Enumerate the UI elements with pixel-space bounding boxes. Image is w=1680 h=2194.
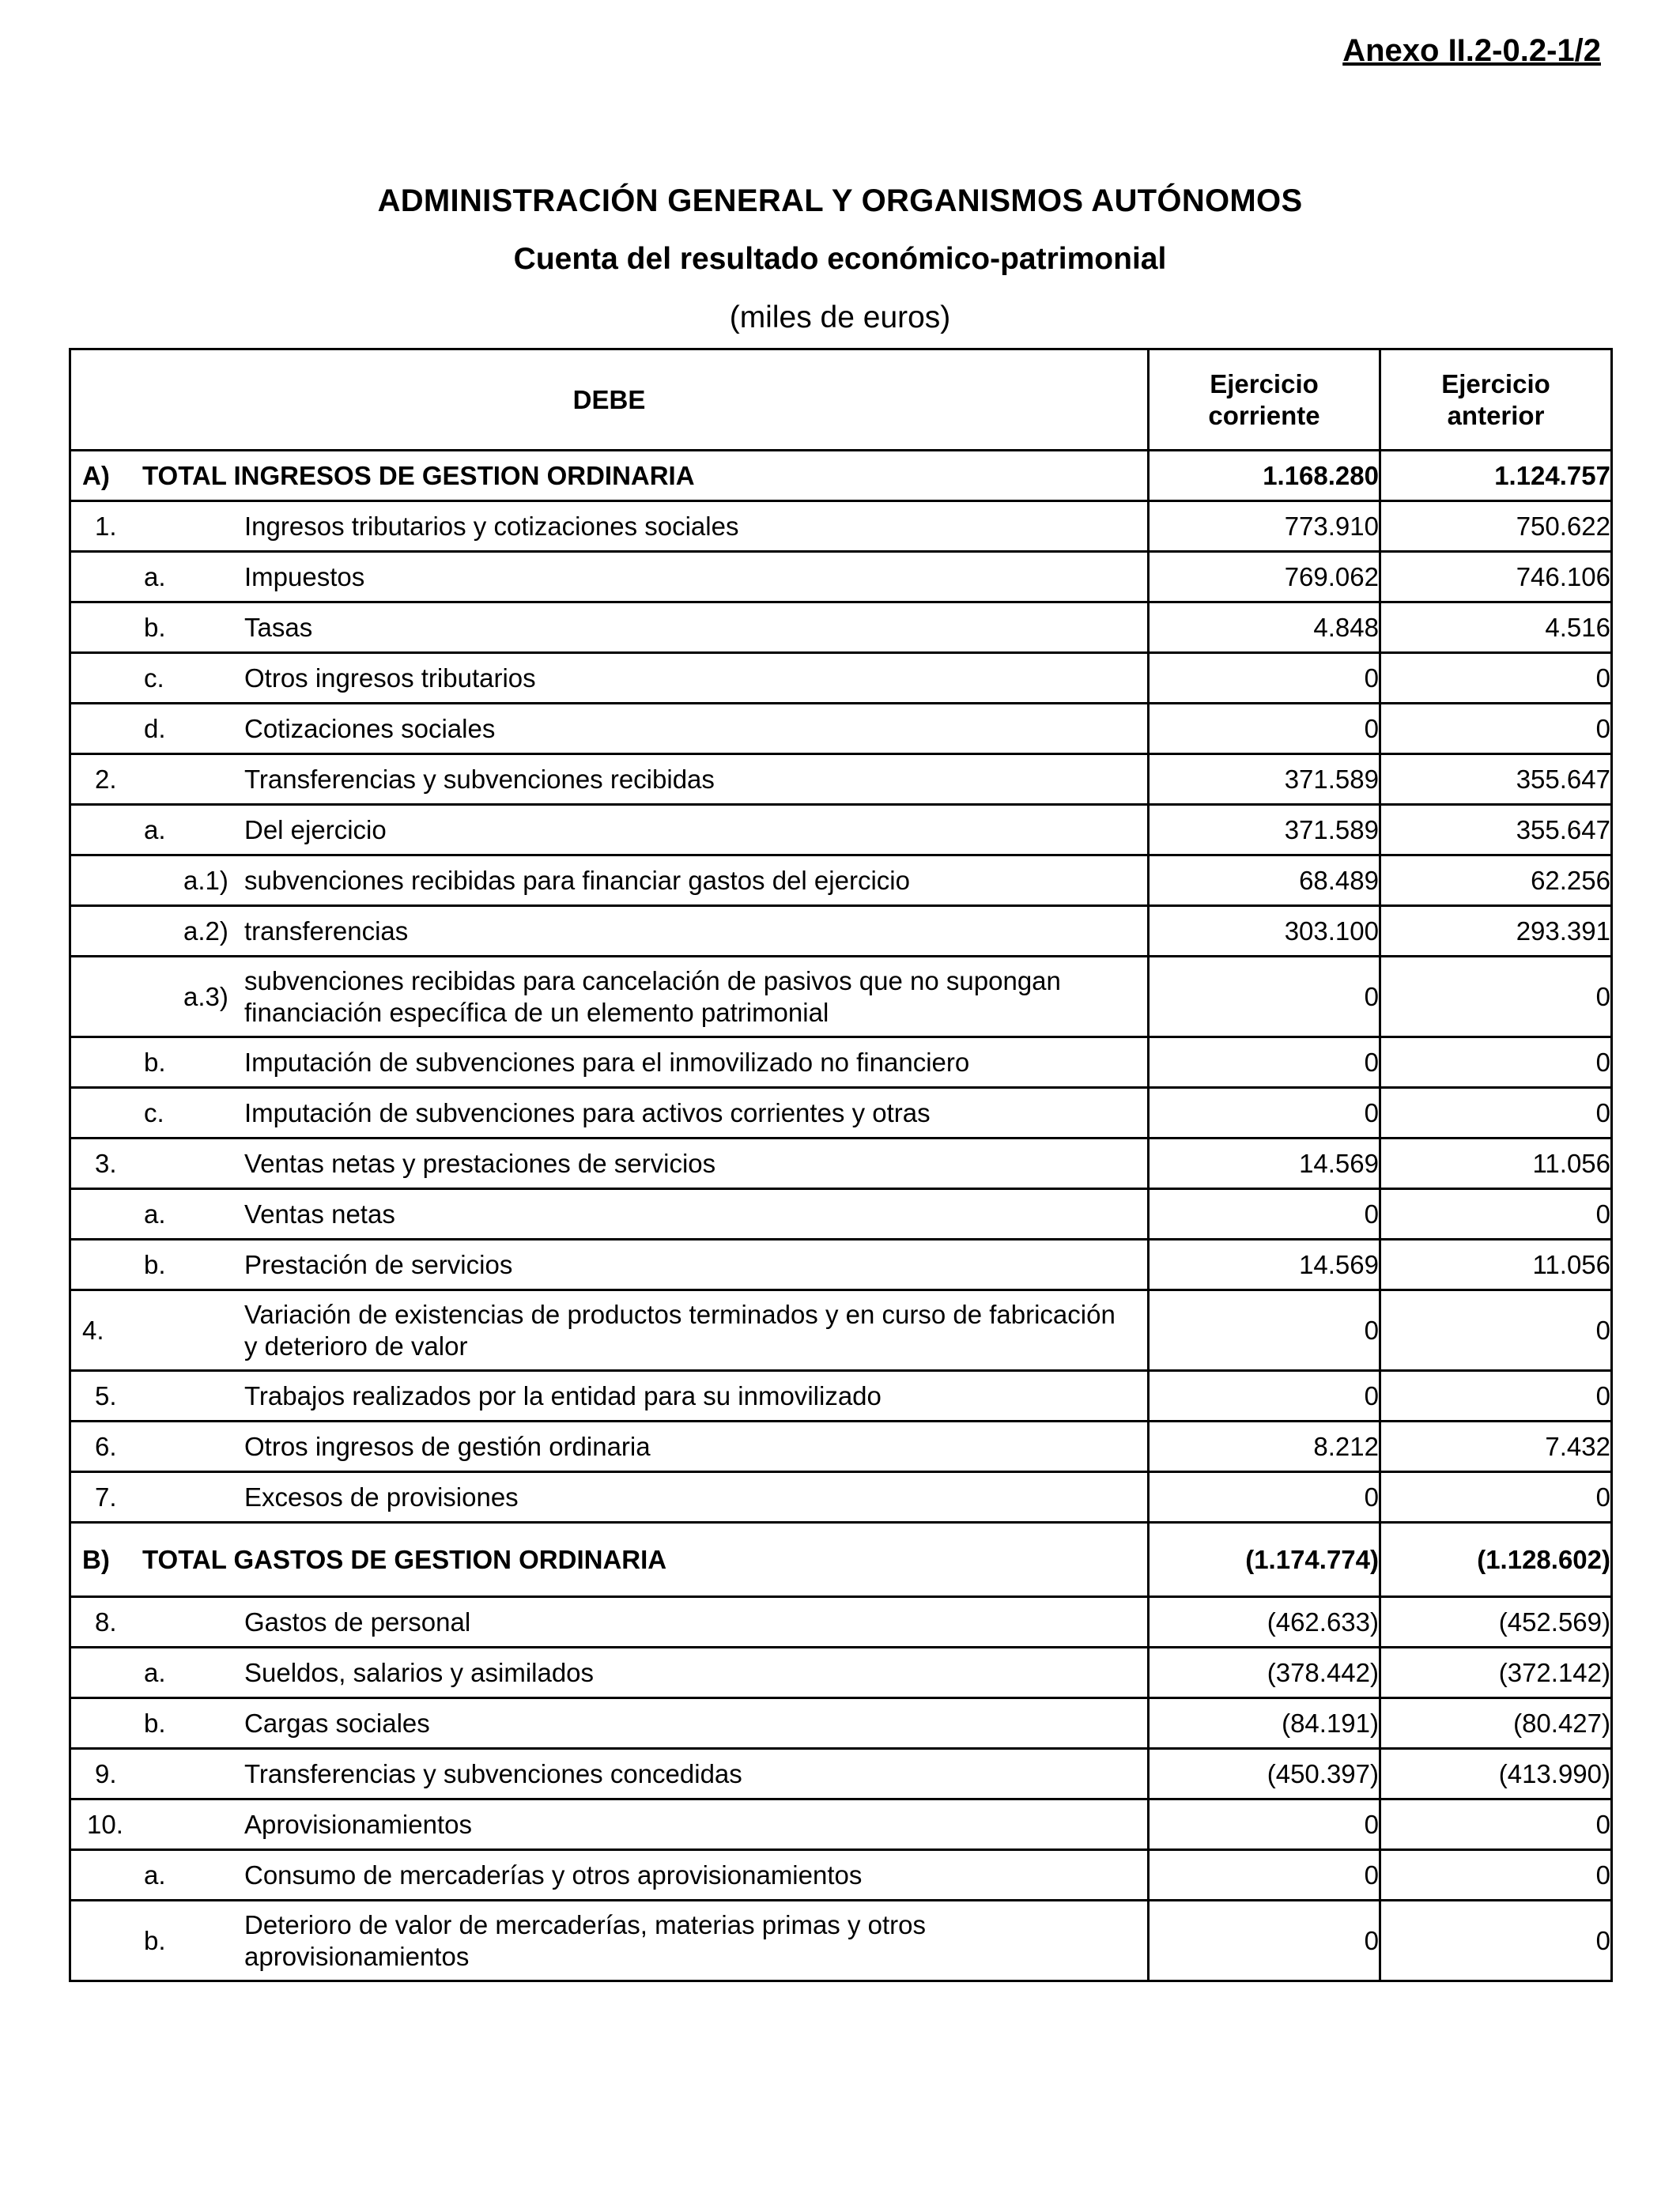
row-label: Cargas sociales	[244, 1708, 430, 1738]
row-label: Transferencias y subvenciones recibidas	[244, 764, 715, 794]
row-code: 3.	[95, 1148, 117, 1178]
row-description	[70, 1371, 1149, 1422]
table-row	[70, 1290, 1612, 1371]
previous-year-value: (1.128.602)	[1380, 1523, 1612, 1597]
row-label: Del ejercicio	[244, 814, 387, 844]
previous-year-value: 0	[1380, 1850, 1612, 1901]
row-label: Prestación de servicios	[244, 1249, 513, 1279]
row-label: Aprovisionamientos	[244, 1809, 472, 1839]
row-code: 7.	[95, 1482, 117, 1512]
row-code: b.	[144, 1708, 166, 1738]
row-description	[70, 602, 1149, 653]
current-year-value: 371.589	[1149, 754, 1380, 805]
row-code: b.	[144, 1249, 166, 1279]
current-year-value: 0	[1149, 653, 1380, 704]
row-label: Otros ingresos tributarios	[244, 663, 536, 693]
row-description	[70, 906, 1149, 957]
table-row	[70, 754, 1612, 805]
row-code: 8.	[95, 1607, 117, 1637]
row-code: 4.	[82, 1315, 104, 1345]
previous-year-value: 293.391	[1380, 906, 1612, 957]
row-code: a.	[144, 1657, 166, 1687]
table-row	[70, 957, 1612, 1037]
table-row	[70, 501, 1612, 552]
table-row	[70, 805, 1612, 855]
previous-year-value: (413.990)	[1380, 1749, 1612, 1799]
row-description	[70, 1597, 1149, 1648]
current-year-value: (378.442)	[1149, 1648, 1380, 1698]
row-description	[70, 1189, 1149, 1240]
current-year-value: 0	[1149, 1472, 1380, 1523]
current-year-value: 0	[1149, 957, 1380, 1037]
row-label: Trabajos realizados por la entidad para su inmovilizado	[244, 1380, 882, 1410]
table-row	[70, 1597, 1612, 1648]
table-row	[70, 602, 1612, 653]
current-year-value: 0	[1149, 1037, 1380, 1088]
row-description	[70, 1749, 1149, 1799]
document-title: ADMINISTRACIÓN GENERAL Y ORGANISMOS AUTÓNOMOS	[377, 183, 1303, 218]
row-code: c.	[144, 663, 164, 693]
document-subtitle: Cuenta del resultado económico-patrimonial	[513, 242, 1167, 276]
row-code: b.	[144, 1047, 166, 1077]
row-label: Imputación de subvenciones para el inmovilizado no financiero	[244, 1047, 970, 1077]
row-label: Ingresos tributarios y cotizaciones sociales	[244, 511, 739, 541]
current-year-value: (462.633)	[1149, 1597, 1380, 1648]
table-row	[70, 1901, 1612, 1981]
previous-year-value: 4.516	[1380, 602, 1612, 653]
row-label: Gastos de personal	[244, 1607, 471, 1637]
row-description	[70, 1523, 1149, 1597]
annex-reference: Anexo II.2-0.2-1/2	[1342, 33, 1601, 68]
current-year-value: 8.212	[1149, 1422, 1380, 1472]
previous-year-value: (452.569)	[1380, 1597, 1612, 1648]
row-label: Deterioro de valor de mercaderías, materias primas y otros aprovisionamientos	[244, 1909, 926, 1971]
table-header-row	[70, 349, 1612, 451]
previous-year-value: 11.056	[1380, 1240, 1612, 1290]
table-row	[70, 653, 1612, 704]
current-year-header	[1149, 349, 1380, 451]
row-code: 9.	[95, 1758, 117, 1788]
row-label: subvenciones recibidas para cancelación de pasivos que no supongan financiación específica de un elemento patrimonial	[244, 965, 1061, 1027]
row-description	[70, 501, 1149, 552]
previous-year-value: (372.142)	[1380, 1648, 1612, 1698]
row-code: B)	[82, 1544, 110, 1574]
row-code: 5.	[95, 1380, 117, 1410]
table-row	[70, 1371, 1612, 1422]
table-row	[70, 1850, 1612, 1901]
previous-year-value: 0	[1380, 653, 1612, 704]
table-row	[70, 1422, 1612, 1472]
current-year-value: (450.397)	[1149, 1749, 1380, 1799]
previous-year-header-line2: anterior	[1447, 400, 1545, 430]
row-code: d.	[144, 713, 166, 743]
row-label: Impuestos	[244, 561, 365, 591]
row-description	[70, 1240, 1149, 1290]
row-label: Sueldos, salarios y asimilados	[244, 1657, 595, 1687]
table-row	[70, 855, 1612, 906]
table-row	[70, 704, 1612, 754]
current-year-value: (1.174.774)	[1149, 1523, 1380, 1597]
previous-year-value: 0	[1380, 1901, 1612, 1981]
current-year-value: 0	[1149, 1799, 1380, 1850]
row-description	[70, 1037, 1149, 1088]
current-year-value: 14.569	[1149, 1240, 1380, 1290]
row-label: TOTAL GASTOS DE GESTION ORDINARIA	[142, 1544, 667, 1574]
current-year-header-line1: Ejercicio	[1210, 368, 1319, 398]
row-code: a.2)	[183, 916, 228, 946]
current-year-value: 1.168.280	[1149, 451, 1380, 501]
previous-year-value: 11.056	[1380, 1139, 1612, 1189]
row-label: Ventas netas y prestaciones de servicios	[244, 1148, 716, 1178]
previous-year-value: 0	[1380, 957, 1612, 1037]
row-code: a.	[144, 1199, 166, 1229]
current-year-value: (84.191)	[1149, 1698, 1380, 1749]
table-row	[70, 1799, 1612, 1850]
previous-year-value: 0	[1380, 704, 1612, 754]
previous-year-value: (80.427)	[1380, 1698, 1612, 1749]
row-description	[70, 1799, 1149, 1850]
row-description	[70, 855, 1149, 906]
table-row	[70, 906, 1612, 957]
row-code: 2.	[95, 764, 117, 794]
row-description	[70, 1850, 1149, 1901]
previous-year-header-line1: Ejercicio	[1441, 368, 1550, 398]
current-year-value: 0	[1149, 1371, 1380, 1422]
row-code: a.1)	[183, 865, 228, 895]
table-row	[70, 1088, 1612, 1139]
table-row	[70, 1648, 1612, 1698]
row-label: subvenciones recibidas para financiar gastos del ejercicio	[244, 865, 910, 895]
row-description	[70, 1139, 1149, 1189]
table-row	[70, 1749, 1612, 1799]
row-description	[70, 1698, 1149, 1749]
row-code: 10.	[87, 1809, 123, 1839]
row-description	[70, 1088, 1149, 1139]
previous-year-value: 355.647	[1380, 754, 1612, 805]
row-label: transferencias	[244, 916, 409, 946]
table-row	[70, 1037, 1612, 1088]
current-year-value: 0	[1149, 1901, 1380, 1981]
previous-year-value: 0	[1380, 1290, 1612, 1371]
current-year-value: 0	[1149, 1290, 1380, 1371]
current-year-value: 4.848	[1149, 602, 1380, 653]
row-label: Imputación de subvenciones para activos corrientes y otras	[244, 1097, 931, 1127]
previous-year-value: 0	[1380, 1799, 1612, 1850]
previous-year-value: 0	[1380, 1472, 1612, 1523]
row-description	[70, 957, 1149, 1037]
current-year-value: 0	[1149, 704, 1380, 754]
row-code: c.	[144, 1097, 164, 1127]
previous-year-value: 0	[1380, 1371, 1612, 1422]
row-description	[70, 805, 1149, 855]
previous-year-value: 0	[1380, 1189, 1612, 1240]
previous-year-header	[1380, 349, 1612, 451]
row-description	[70, 1472, 1149, 1523]
row-label: Transferencias y subvenciones concedidas	[244, 1758, 742, 1788]
current-year-value: 0	[1149, 1189, 1380, 1240]
row-code: a.3)	[183, 981, 228, 1011]
units-note: (miles de euros)	[729, 300, 951, 334]
row-label: TOTAL INGRESOS DE GESTION ORDINARIA	[142, 460, 695, 490]
current-year-value: 303.100	[1149, 906, 1380, 957]
row-description	[70, 1901, 1149, 1981]
current-year-value: 0	[1149, 1088, 1380, 1139]
row-label: Tasas	[244, 612, 313, 642]
current-year-value: 769.062	[1149, 552, 1380, 602]
table-row	[70, 1472, 1612, 1523]
row-label: Consumo de mercaderías y otros aprovisionamientos	[244, 1860, 863, 1890]
current-year-value: 68.489	[1149, 855, 1380, 906]
table-row	[70, 1523, 1612, 1597]
current-year-value: 14.569	[1149, 1139, 1380, 1189]
row-description	[70, 1648, 1149, 1698]
table-row	[70, 451, 1612, 501]
row-code: A)	[82, 460, 110, 490]
row-code: 6.	[95, 1431, 117, 1461]
row-label: Excesos de provisiones	[244, 1482, 519, 1512]
row-description	[70, 754, 1149, 805]
row-label: Otros ingresos de gestión ordinaria	[244, 1431, 651, 1461]
row-label: Variación de existencias de productos terminados y en curso de fabricación y deterioro de valor	[244, 1299, 1116, 1361]
row-description	[70, 704, 1149, 754]
table-row	[70, 1139, 1612, 1189]
current-year-value: 371.589	[1149, 805, 1380, 855]
row-code: a.	[144, 561, 166, 591]
row-code: b.	[144, 1925, 166, 1955]
result-account-table	[69, 348, 1613, 1982]
table-row	[70, 552, 1612, 602]
previous-year-value: 1.124.757	[1380, 451, 1612, 501]
row-code: a.	[144, 1860, 166, 1890]
previous-year-value: 750.622	[1380, 501, 1612, 552]
row-description	[70, 552, 1149, 602]
table-row	[70, 1240, 1612, 1290]
current-year-value: 773.910	[1149, 501, 1380, 552]
row-code: b.	[144, 612, 166, 642]
previous-year-value: 0	[1380, 1088, 1612, 1139]
row-description	[70, 1422, 1149, 1472]
row-label: Cotizaciones sociales	[244, 713, 496, 743]
row-code: a.	[144, 814, 166, 844]
previous-year-value: 7.432	[1380, 1422, 1612, 1472]
row-description	[70, 1290, 1149, 1371]
previous-year-value: 355.647	[1380, 805, 1612, 855]
row-label: Ventas netas	[244, 1199, 395, 1229]
previous-year-value: 62.256	[1380, 855, 1612, 906]
current-year-value: 0	[1149, 1850, 1380, 1901]
table-row	[70, 1698, 1612, 1749]
row-description	[70, 451, 1149, 501]
previous-year-value: 0	[1380, 1037, 1612, 1088]
row-code: 1.	[95, 511, 117, 541]
current-year-header-line2: corriente	[1208, 400, 1320, 430]
debe-header: DEBE	[70, 349, 1149, 451]
previous-year-value: 746.106	[1380, 552, 1612, 602]
row-description	[70, 653, 1149, 704]
table-row	[70, 1189, 1612, 1240]
